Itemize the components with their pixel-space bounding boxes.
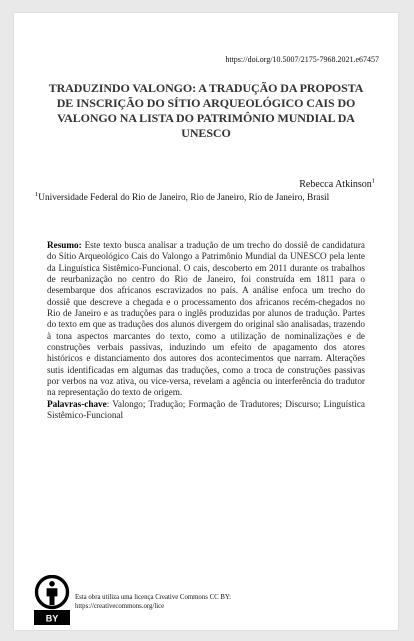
doi-link[interactable]: https://doi.org/10.5007/2175-7968.2021.e67457 — [225, 55, 379, 64]
document-page — [14, 13, 398, 630]
abstract-paragraph — [47, 240, 365, 399]
license-note — [75, 594, 231, 611]
abstract-block — [47, 240, 365, 422]
cc-badge-label: BY — [45, 613, 59, 624]
title-line: TRADUZINDO VALONGO: A TRADUÇÃO DA PROPOSTA — [48, 81, 364, 95]
affiliation-mark: 1 — [35, 190, 39, 198]
title-line: VALONGO NA LISTA DO PATRIMÔNIO MUNDIAL DA — [57, 111, 355, 125]
license-url[interactable]: https://creativecommons.org/lice — [75, 602, 165, 610]
author-line — [299, 179, 375, 190]
creative-commons-by-icon[interactable] — [34, 575, 70, 625]
author-footnote-mark: 1 — [371, 177, 375, 185]
title-line: DE INSCRIÇÃO DO SÍTIO ARQUEOLÓGICO CAIS DO — [56, 96, 356, 110]
title-line: UNESCO — [181, 126, 231, 140]
license-line: Esta obra utiliza uma licença Creative Commons CC BY: — [75, 594, 232, 601]
keywords-paragraph — [47, 399, 365, 422]
keywords-text: : Valongo; Tradução; Formação de Tradutores; Discurso; Linguística Sistêmico-Funcional — [47, 398, 365, 421]
affiliation-text: Universidade Federal do Rio de Janeiro, Rio de Janeiro, Rio de Janeiro, Brasil — [38, 193, 330, 203]
author-name: Rebecca Atkinson — [299, 179, 372, 190]
keywords-label: Palavras-chave — [47, 398, 107, 409]
affiliation — [35, 190, 330, 203]
abstract-text: Este texto busca analisar a tradução de um trecho do dossiê de candidatura do Sítio Arqueológico Cais do Valongo a Patrimônio Mundial da UNESCO pela lente da Linguística Sistêmico-Funcional. O cais, descoberto em 2011 durante os trabalhos de reurbanização no centro do Rio de Janeiro, foi construída em 1811 para o desembarque dos africanos escravizados no país. A análise enfoca um trecho do dossiê que descreve a chegada e o processamento dos africanos recém-chegados no Rio de Janeiro e as traduções para o inglês produzidas por alunos de tradução. Partes do texto em que as traduções dos alunos divergem do original são analisadas, trazendo à tona aspectos marcantes do texto, como a utilização de nominalizações e de construções verbais passivas, induzindo um efeito de apagamento dos atores históricos e distanciamento dos autores dos acontecimentos que narram. Alterações sutis identificadas em algumas das traduções, como a troca de construções passivas por verbos na voz ativa, ou vice-versa, revelam a agência ou interferência do tradutor na representação do texto de origem. — [47, 240, 365, 398]
article-title — [30, 81, 382, 141]
abstract-label: Resumo: — [47, 240, 82, 250]
